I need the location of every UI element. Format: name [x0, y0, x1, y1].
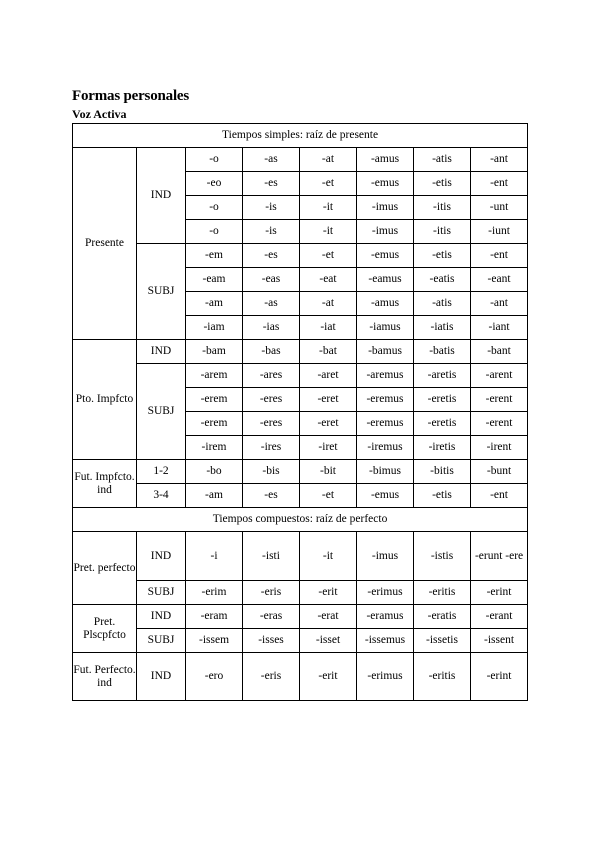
ending-cell: -iretis	[414, 436, 471, 460]
ending-cell: -eas	[243, 268, 300, 292]
ending-cell: -istis	[414, 532, 471, 581]
ending-cell: -bit	[300, 460, 357, 484]
table-row	[73, 653, 528, 701]
ending-cell: -iant	[471, 316, 528, 340]
ending-cell: -ent	[471, 484, 528, 508]
ending-cell: -eamus	[357, 268, 414, 292]
ending-cell: -eres	[243, 388, 300, 412]
tense-pret-perfecto: Pret. perfecto	[73, 532, 137, 605]
ending-cell: -ent	[471, 172, 528, 196]
ending-cell: -iunt	[471, 220, 528, 244]
ending-cell: -bitis	[414, 460, 471, 484]
tense-fut-perfecto: Fut. Perfecto. ind	[73, 653, 137, 701]
ending-cell: -bimus	[357, 460, 414, 484]
ending-cell: -eretis	[414, 412, 471, 436]
ending-cell: -at	[300, 292, 357, 316]
ending-cell: -bas	[243, 340, 300, 364]
ending-cell: -at	[300, 148, 357, 172]
ending-cell: -emus	[357, 484, 414, 508]
ending-cell: -erim	[186, 581, 243, 605]
ending-cell: -etis	[414, 244, 471, 268]
ending-cell: -it	[300, 532, 357, 581]
ending-cell: -as	[243, 292, 300, 316]
ending-cell: -eret	[300, 412, 357, 436]
ending-cell: -o	[186, 220, 243, 244]
ending-cell: -emus	[357, 244, 414, 268]
ending-cell: -bis	[243, 460, 300, 484]
ending-cell: -is	[243, 196, 300, 220]
ending-cell: -eat	[300, 268, 357, 292]
page-title: Formas personales	[72, 88, 190, 104]
ending-cell: -amus	[357, 292, 414, 316]
ending-cell: -isset	[300, 629, 357, 653]
ending-cell: -emus	[357, 172, 414, 196]
ending-cell: -iatis	[414, 316, 471, 340]
table-row	[73, 244, 528, 268]
table-row	[73, 629, 528, 653]
ending-cell: -iamus	[357, 316, 414, 340]
ending-cell: -am	[186, 484, 243, 508]
ending-cell: -bam	[186, 340, 243, 364]
ending-cell: -ant	[471, 148, 528, 172]
ending-cell: -issetis	[414, 629, 471, 653]
ending-cell: -eo	[186, 172, 243, 196]
table-row	[73, 340, 528, 364]
ending-cell: -erat	[300, 605, 357, 629]
table-row	[73, 364, 528, 388]
ending-cell: -it	[300, 196, 357, 220]
ending-cell: -bunt	[471, 460, 528, 484]
conjugation-1-2: 1-2	[137, 460, 186, 484]
ending-cell: -eris	[243, 581, 300, 605]
ending-cell: -issent	[471, 629, 528, 653]
conjugation-table	[72, 123, 528, 701]
ending-cell: -eris	[243, 653, 300, 701]
ending-cell: -eremus	[357, 388, 414, 412]
tense-fut-impfcto: Fut. Impfcto. ind	[73, 460, 137, 508]
ending-cell: -it	[300, 220, 357, 244]
conjugation-3-4: 3-4	[137, 484, 186, 508]
ending-cell: -o	[186, 196, 243, 220]
ending-cell: -iret	[300, 436, 357, 460]
ending-cell: -irem	[186, 436, 243, 460]
ending-cell: -eritis	[414, 581, 471, 605]
ending-cell: -issemus	[357, 629, 414, 653]
ending-cell: -bat	[300, 340, 357, 364]
table-row	[73, 605, 528, 629]
ending-cell: -erint	[471, 653, 528, 701]
ending-cell: -imus	[357, 196, 414, 220]
ending-cell: -eant	[471, 268, 528, 292]
ending-cell: -eres	[243, 412, 300, 436]
page-subtitle: Voz Activa	[72, 107, 127, 121]
ending-cell: -eram	[186, 605, 243, 629]
ending-cell: -aret	[300, 364, 357, 388]
ending-cell: -erem	[186, 412, 243, 436]
ending-cell: -iam	[186, 316, 243, 340]
ending-cell: -bant	[471, 340, 528, 364]
mood-ind: IND	[137, 653, 186, 701]
ending-cell: -ero	[186, 653, 243, 701]
ending-cell: -ias	[243, 316, 300, 340]
mood-ind: IND	[137, 340, 186, 364]
ending-cell: -em	[186, 244, 243, 268]
ending-cell: -iremus	[357, 436, 414, 460]
ending-cell: -erit	[300, 581, 357, 605]
ending-cell: -etis	[414, 172, 471, 196]
ending-cell: -unt	[471, 196, 528, 220]
table-row	[73, 148, 528, 172]
mood-subj: SUBJ	[137, 364, 186, 460]
ending-cell: -es	[243, 484, 300, 508]
ending-cell: -erunt -ere	[471, 532, 528, 581]
ending-cell: -as	[243, 148, 300, 172]
ending-cell: -eramus	[357, 605, 414, 629]
ending-cell: -aretis	[414, 364, 471, 388]
section-compound-tenses: Tiempos compuestos: raíz de perfecto	[73, 508, 528, 532]
ending-cell: -issem	[186, 629, 243, 653]
ending-cell: -eratis	[414, 605, 471, 629]
ending-cell: -aremus	[357, 364, 414, 388]
ending-cell: -eam	[186, 268, 243, 292]
table-row	[73, 460, 528, 484]
ending-cell: -imus	[357, 532, 414, 581]
ending-cell: -eritis	[414, 653, 471, 701]
ending-cell: -bamus	[357, 340, 414, 364]
ending-cell: -isses	[243, 629, 300, 653]
ending-cell: -erant	[471, 605, 528, 629]
ending-cell: -eatis	[414, 268, 471, 292]
ending-cell: -erem	[186, 388, 243, 412]
section-header-row	[73, 508, 528, 532]
ending-cell: -erint	[471, 581, 528, 605]
ending-cell: -es	[243, 244, 300, 268]
mood-subj: SUBJ	[137, 629, 186, 653]
mood-ind: IND	[137, 148, 186, 244]
ending-cell: -erent	[471, 388, 528, 412]
ending-cell: -etis	[414, 484, 471, 508]
ending-cell: -eretis	[414, 388, 471, 412]
ending-cell: -iat	[300, 316, 357, 340]
section-header-row	[73, 124, 528, 148]
ending-cell: -amus	[357, 148, 414, 172]
ending-cell: -eras	[243, 605, 300, 629]
ending-cell: -atis	[414, 292, 471, 316]
mood-subj: SUBJ	[137, 581, 186, 605]
ending-cell: -imus	[357, 220, 414, 244]
ending-cell: -am	[186, 292, 243, 316]
section-simple-tenses: Tiempos simples: raíz de presente	[73, 124, 528, 148]
ending-cell: -batis	[414, 340, 471, 364]
ending-cell: -bo	[186, 460, 243, 484]
table-row	[73, 484, 528, 508]
ending-cell: -et	[300, 484, 357, 508]
ending-cell: -is	[243, 220, 300, 244]
ending-cell: -ires	[243, 436, 300, 460]
ending-cell: -ent	[471, 244, 528, 268]
table-row	[73, 532, 528, 581]
ending-cell: -erimus	[357, 581, 414, 605]
ending-cell: -erimus	[357, 653, 414, 701]
ending-cell: -erit	[300, 653, 357, 701]
ending-cell: -et	[300, 172, 357, 196]
ending-cell: -irent	[471, 436, 528, 460]
ending-cell: -arem	[186, 364, 243, 388]
ending-cell: -o	[186, 148, 243, 172]
ending-cell: -isti	[243, 532, 300, 581]
tense-pret-plscpfcto: Pret. Plscpfcto	[73, 605, 137, 653]
mood-subj: SUBJ	[137, 244, 186, 340]
table-row	[73, 581, 528, 605]
mood-ind: IND	[137, 605, 186, 629]
ending-cell: -eret	[300, 388, 357, 412]
ending-cell: -es	[243, 172, 300, 196]
ending-cell: -et	[300, 244, 357, 268]
ending-cell: -ares	[243, 364, 300, 388]
ending-cell: -i	[186, 532, 243, 581]
ending-cell: -atis	[414, 148, 471, 172]
tense-pto-impfcto: Pto. Impfcto	[73, 340, 137, 460]
ending-cell: -itis	[414, 196, 471, 220]
ending-cell: -arent	[471, 364, 528, 388]
ending-cell: -erent	[471, 412, 528, 436]
mood-ind: IND	[137, 532, 186, 581]
ending-cell: -itis	[414, 220, 471, 244]
ending-cell: -eremus	[357, 412, 414, 436]
tense-presente: Presente	[73, 148, 137, 340]
ending-cell: -ant	[471, 292, 528, 316]
